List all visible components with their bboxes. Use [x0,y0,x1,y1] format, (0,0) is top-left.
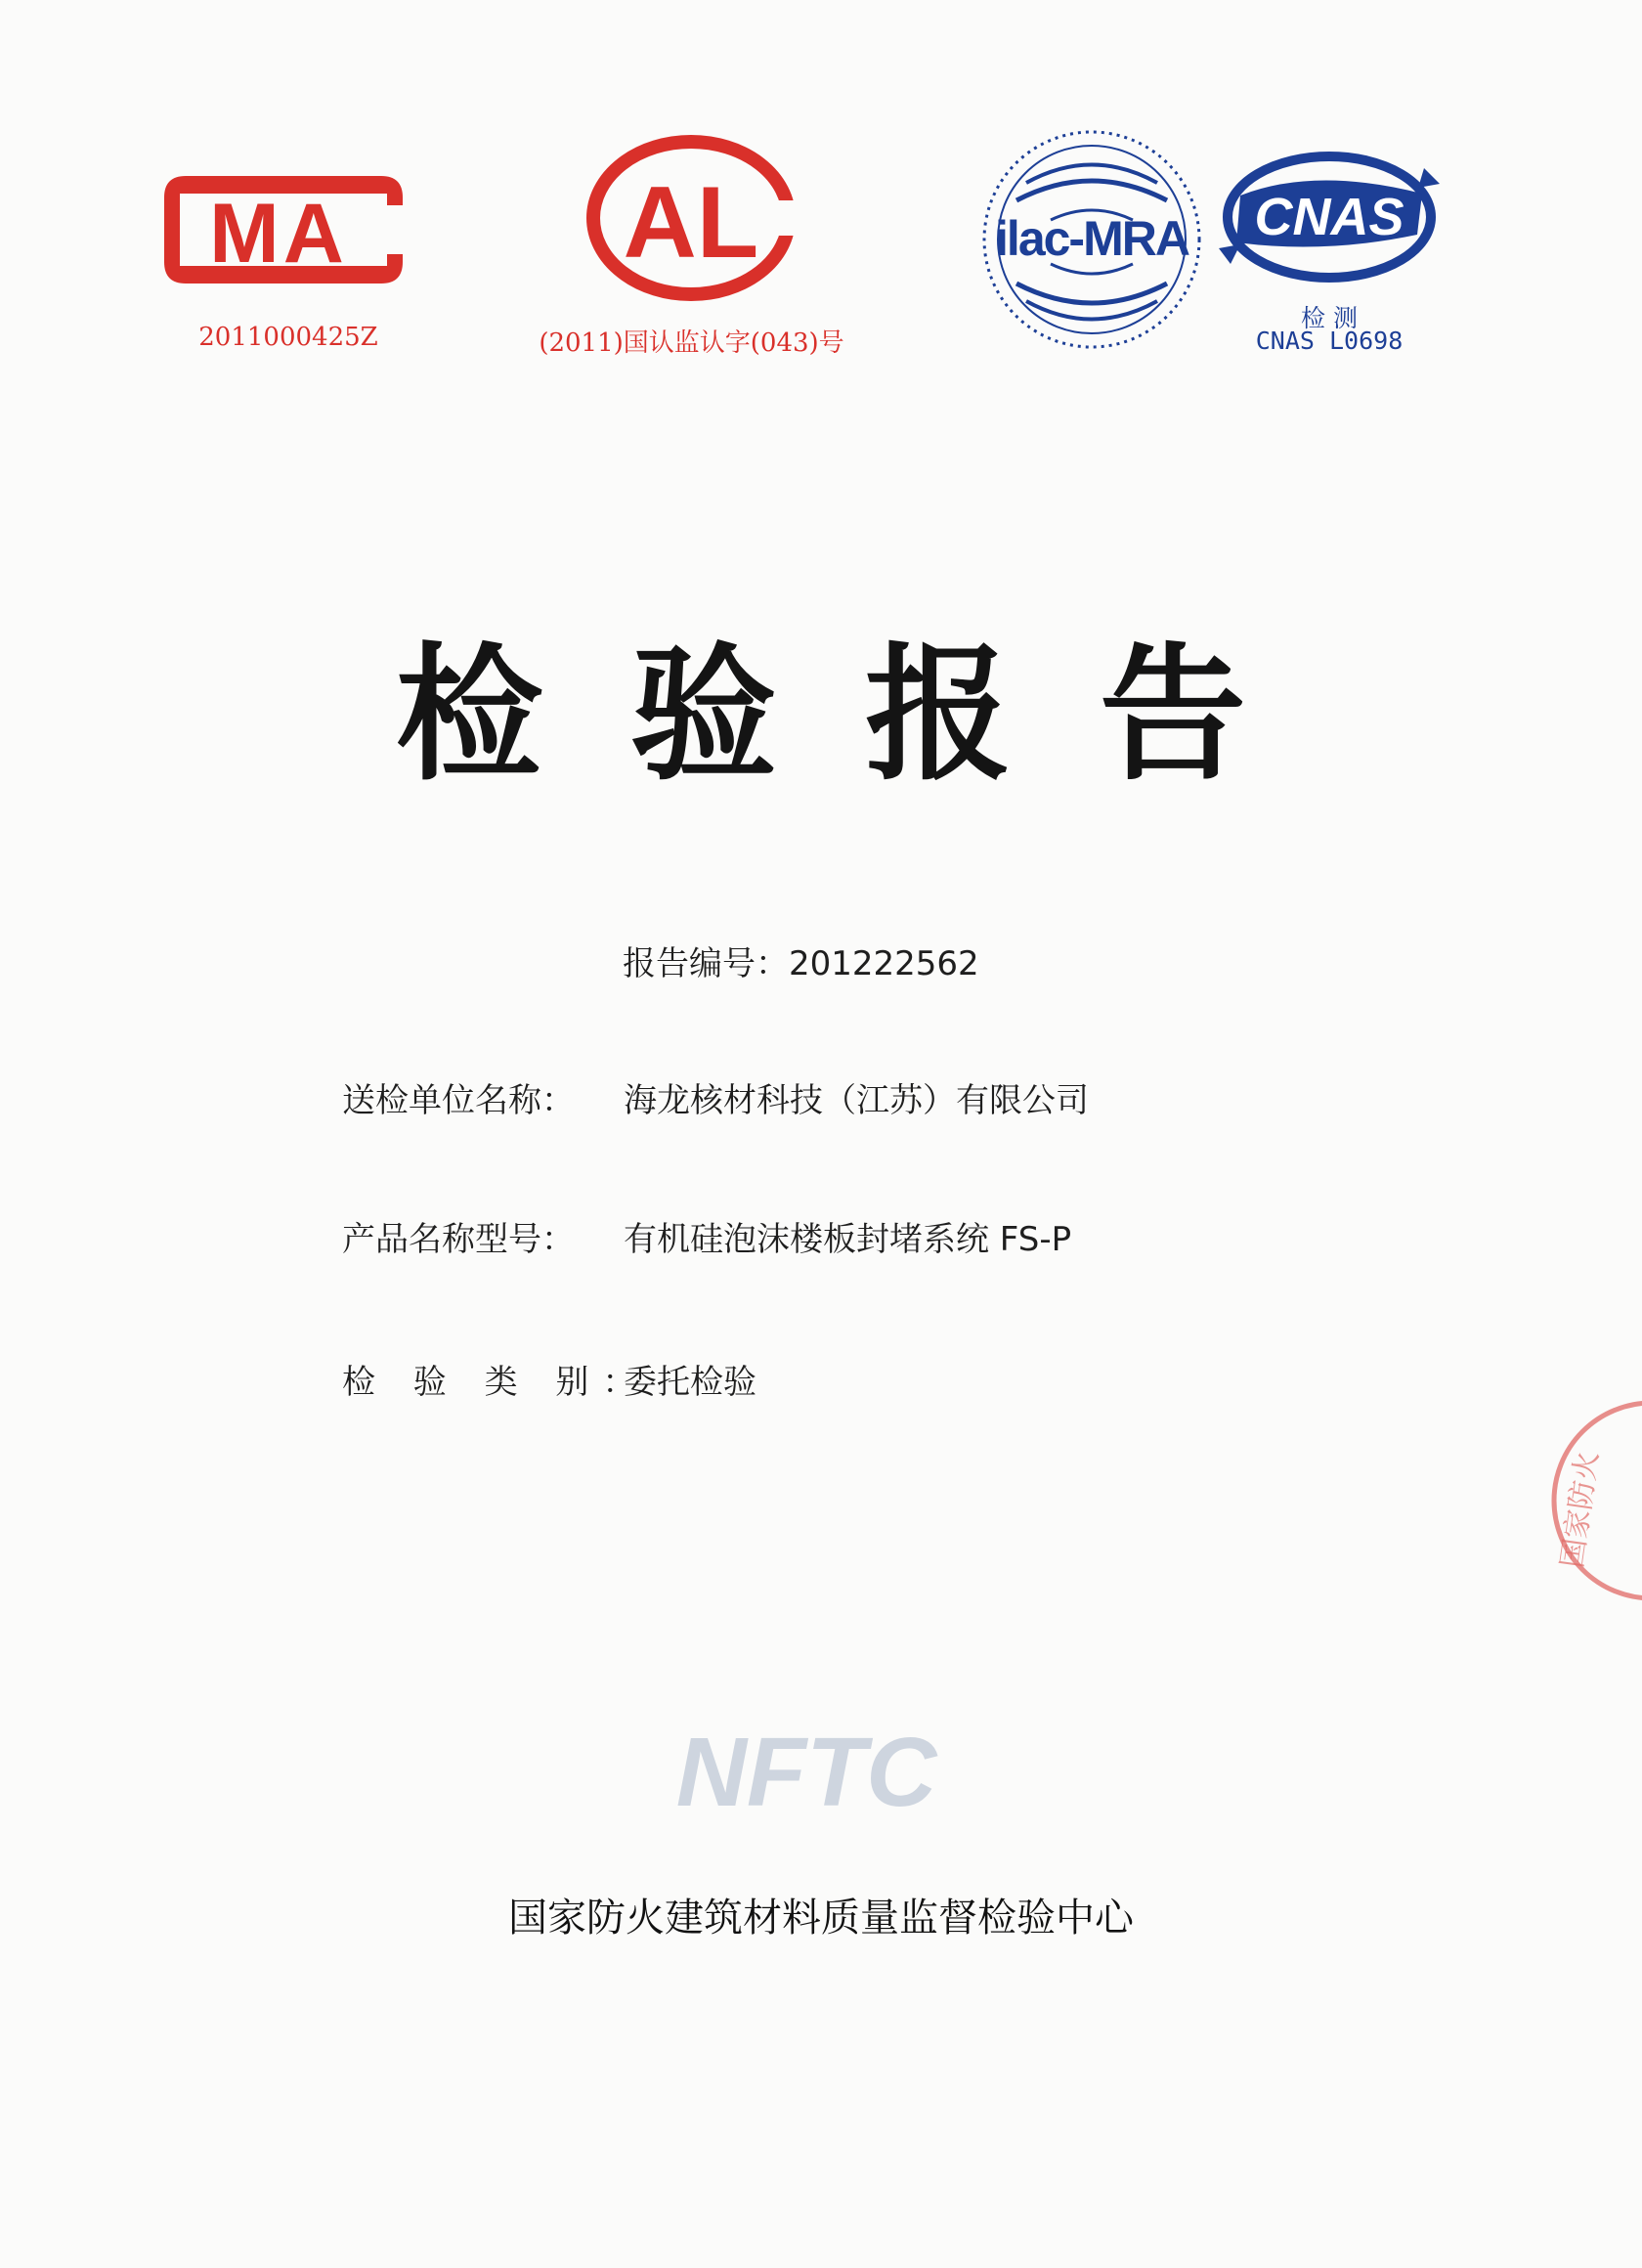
client-value: 海龙核材科技（江苏）有限公司 [624,1081,1089,1120]
seal-icon [1544,1354,1642,1628]
report-number-label: 报告编号： [623,944,789,983]
cal-mark-icon [582,132,801,303]
nftc-watermark-icon [640,1716,972,1823]
nftc-watermark-text: NFTC [675,1718,937,1823]
cma-logo-text: MA [209,187,348,281]
cnas-code: CNAS L0698 [1255,327,1404,355]
report-number-row [623,937,979,984]
client-row [342,1073,1089,1121]
cnas-mark-icon [1217,137,1442,293]
page-title: 检验报告 [395,631,1334,801]
cal-logo-text: AL [623,166,759,280]
cma-logo [156,166,410,293]
cnas-category: 检 测 [1301,304,1358,332]
cma-mark-icon [156,166,410,293]
nftc-watermark [640,1716,972,1823]
cal-logo [582,132,801,303]
product-row [342,1212,1071,1260]
cnas-logo [1217,137,1442,293]
cnas-logo-text: CNAS [1254,188,1404,246]
cal-code: (2011)国认监认字(043)号 [539,328,844,358]
ilac-mra-logo [977,122,1207,357]
ilac-globe-icon [977,122,1207,357]
official-seal [1544,1354,1642,1628]
category-label: 检 验 类 别： [342,1363,650,1402]
category-row [342,1355,756,1403]
category-value: 委托检验 [624,1363,756,1402]
ilac-logo-text: ilac-MRA [995,211,1188,266]
seal-text: 国家防火 [1555,1449,1606,1571]
product-label: 产品名称型号： [342,1220,575,1259]
report-number-value: 201222562 [789,944,979,983]
product-value: 有机硅泡沫楼板封堵系统 FS-P [624,1220,1072,1259]
client-label: 送检单位名称： [342,1081,575,1120]
cma-code: 2011000425Z [198,323,378,352]
issuer-name: 国家防火建筑材料质量监督检验中心 [508,1896,1134,1941]
